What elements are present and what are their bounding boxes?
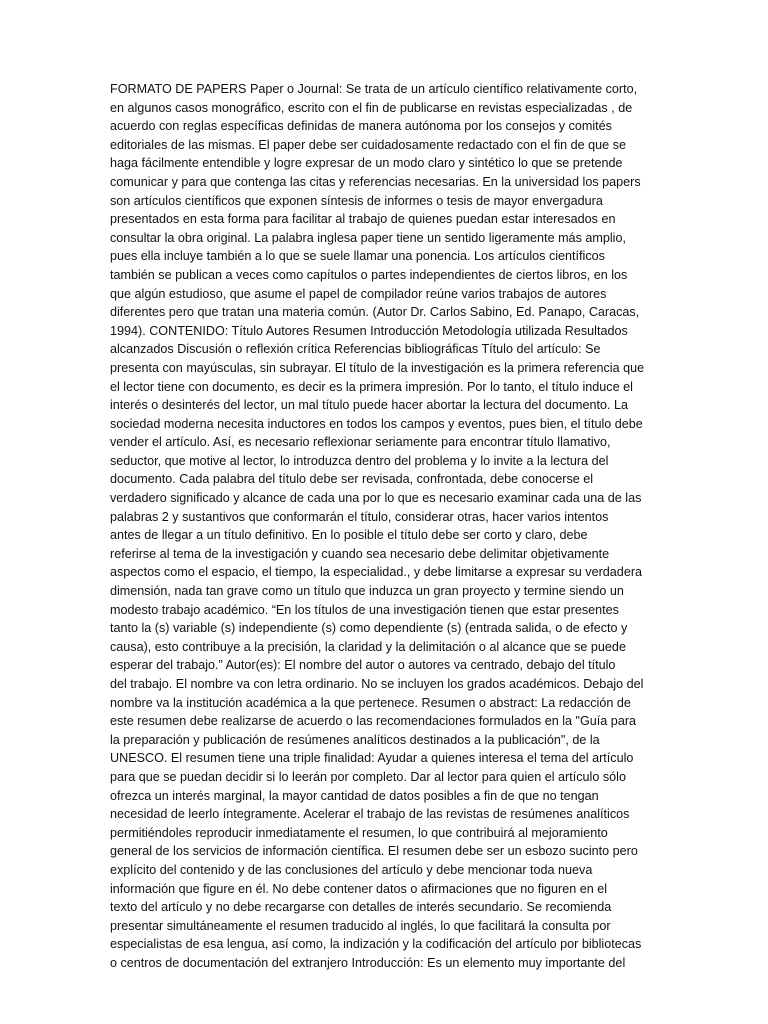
text-line: vender el artículo. Así, es necesario reflexionar seriamente para encontrar título llamativo, xyxy=(110,435,611,450)
text-line: comunicar y para que contenga las citas y referencias necesarias. En la universidad los papers xyxy=(110,174,641,189)
text-line: pues ella incluye también a lo que se suele llamar una ponencia. Los artículos científicos xyxy=(110,249,605,264)
text-line: consultar la obra original. La palabra inglesa paper tiene un sentido ligeramente más amplio, xyxy=(110,230,626,245)
text-line: FORMATO DE PAPERS Paper o Journal: Se trata de un artículo científico relativamente corto, xyxy=(110,82,638,96)
text-line: o centros de documentación del extranjero Introducción: Es un elemento muy importante del xyxy=(110,955,626,970)
text-line: UNESCO. El resumen tiene una triple finalidad: Ayudar a quienes interesa el tema del artículo xyxy=(110,751,634,766)
text-line: presentados en esta forma para facilitar al trabajo de quienes puedan estar interesados en xyxy=(110,212,616,227)
text-line: texto del artículo y no debe recargarse con detalles de interés secundario. Se recomienda xyxy=(110,900,612,915)
text-line: 1994). CONTENIDO: Título Autores Resumen Introducción Metodología utilizada Resultados xyxy=(110,323,628,338)
text-line: referirse al tema de la investigación y cuando sea necesario debe delimitar objetivamente xyxy=(110,546,610,561)
text-line: causa), esto contribuye a la precisión, la claridad y la delimitación o al alcance que se puede xyxy=(110,639,626,654)
text-line: la preparación y publicación de resúmenes analíticos destinados a la publicación", de la xyxy=(110,732,600,747)
text-line: general de los servicios de información científica. El resumen debe ser un esbozo sucinto pero xyxy=(110,844,638,859)
text-line: explícito del contenido y de las conclusiones del artículo y debe mencionar toda nueva xyxy=(110,862,593,877)
text-line: especialistas de esa lengua, así como, la indización y la codificación del artículo por bibliotecas xyxy=(110,937,642,952)
text-line: dimensión, nada tan grave como un título que induzca un gran proyecto y termine siendo un xyxy=(110,584,624,599)
text-line: necesidad de leerlo íntegramente. Acelerar el trabajo de las revistas de resúmenes analíticos xyxy=(110,807,630,822)
text-line: haga fácilmente entendible y logre expresar de un modo claro y sintético lo que se pretende xyxy=(110,156,623,171)
text-line: son artículos científicos que exponen síntesis de informes o tesis de mayor envergadura xyxy=(110,193,603,208)
text-line: este resumen debe realizarse de acuerdo o las recomendaciones formulados en la "Guía para xyxy=(110,714,637,729)
text-line: editoriales de las mismas. El paper debe ser cuidadosamente redactado con el fin de que se xyxy=(110,137,626,152)
text-line: alcanzados Discusión o reflexión crítica Referencias bibliográficas Título del artículo: Se xyxy=(110,342,601,357)
text-line: tanto la (s) variable (s) independiente (s) como dependiente (s) (entrada salida, o de efecto y xyxy=(110,621,628,636)
text-line: modesto trabajo académico. “En los títulos de una investigación tienen que estar presentes xyxy=(110,602,619,617)
text-line: presenta con mayúsculas, sin subrayar. El título de la investigación es la primera referencia que xyxy=(110,360,645,375)
text-line: presentar simultáneamente el resumen traducido al inglés, lo que facilitará la consulta por xyxy=(110,918,611,933)
text-line: acuerdo con reglas específicas definidas de manera autónoma por los consejos y comités xyxy=(110,119,612,134)
text-line: para que se puedan decidir si lo leerán por completo. Dar al lector para quien el artículo sólo xyxy=(110,769,626,784)
text-line: en algunos casos monográfico, escrito con el fin de publicarse en revistas especializadas , de xyxy=(110,100,633,115)
text-line: el lector tiene con documento, es decir es la primera impresión. Por lo tanto, el título induce el xyxy=(110,379,633,394)
text-line: antes de llegar a un título definitivo. En lo posible el título debe ser corto y claro, debe xyxy=(110,528,588,543)
text-line: información que figure en él. No debe contener datos o afirmaciones que no figuren en el xyxy=(110,881,608,896)
text-line: palabras 2 y sustantivos que conformarán el título, considerar otras, hacer varios intentos xyxy=(110,509,609,524)
text-line: que algún estudioso, que asume el papel de compilador reúne varios trabajos de autores xyxy=(110,286,607,301)
text-line: ofrezca un interés marginal, la mayor cantidad de datos posibles a fin de que no tengan xyxy=(110,788,599,803)
text-line: interés o desinterés del lector, un mal título puede hacer abortar la lectura del documento. La xyxy=(110,398,629,413)
text-line: esperar del trabajo.” Autor(es): El nombre del autor o autores va centrado, debajo del título xyxy=(110,658,616,673)
text-line: permitiéndoles reproducir inmediatamente el resumen, lo que contribuirá al mejoramiento xyxy=(110,825,608,840)
text-line: verdadero significado y alcance de cada una por lo que es necesario examinar cada una de las xyxy=(110,491,642,506)
text-line: sociedad moderna necesita inductores en todos los campos y eventos, pues bien, el título debe xyxy=(110,416,643,431)
text-line: aspectos como el espacio, el tiempo, la especialidad., y debe limitarse a expresar su verdadera xyxy=(110,565,643,580)
text-line: también se publican a veces como capítulos o partes independientes de ciertos libros, en los xyxy=(110,267,628,282)
text-line: seductor, que motive al lector, lo introduzca dentro del problema y lo invite a la lectura del xyxy=(110,453,609,468)
text-line: diferentes pero que tratan una materia común. (Autor Dr. Carlos Sabino, Ed. Panapo, Caracas, xyxy=(110,305,640,320)
text-line: del trabajo. El nombre va con letra ordinario. No se incluyen los grados académicos. Debajo del xyxy=(110,677,644,691)
text-line: nombre va la institución académica a la que pertenece. Resumen o abstract: La redacción de xyxy=(110,695,631,710)
text-line: documento. Cada palabra del título debe ser revisada, confrontada, debe conocerse el xyxy=(110,472,594,487)
body-paragraph xyxy=(110,80,660,973)
